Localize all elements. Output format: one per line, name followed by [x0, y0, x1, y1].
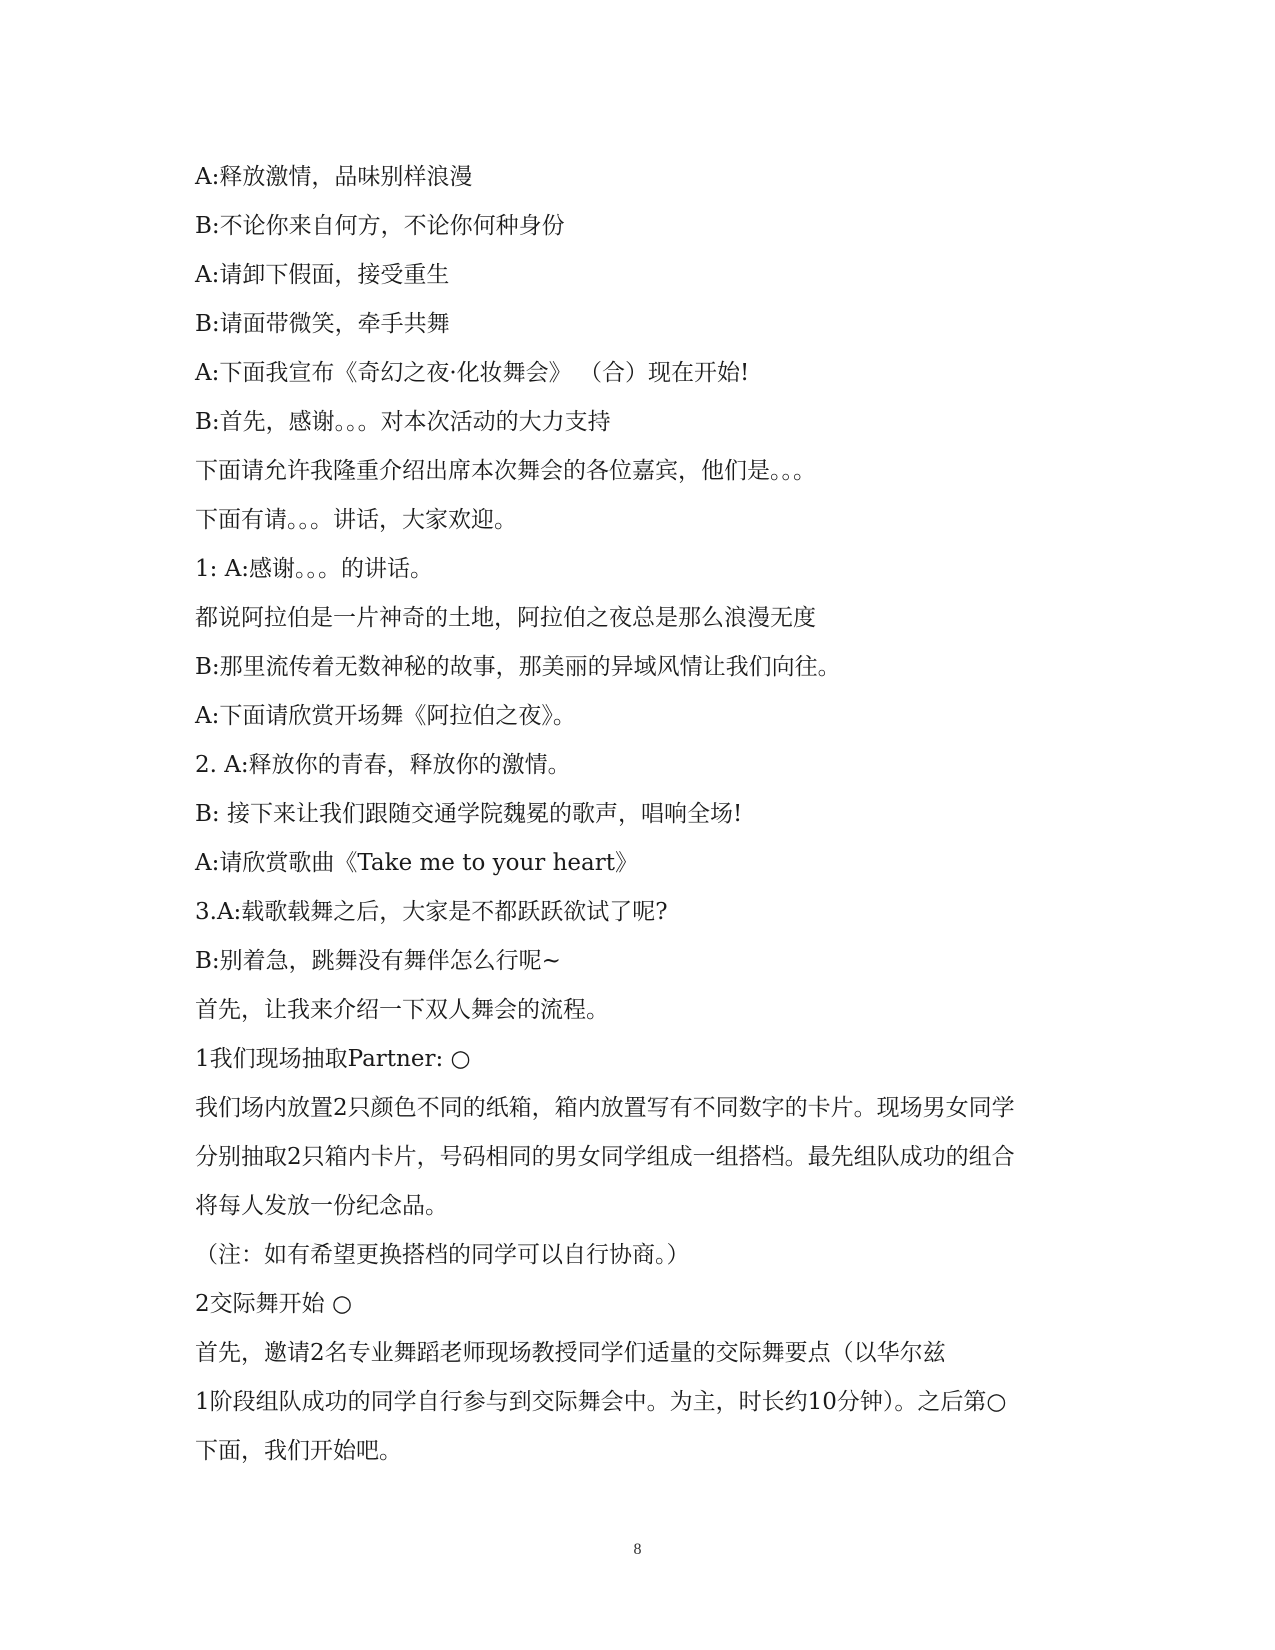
text-line: B:不论你来自何方，不论你何种身份: [195, 213, 565, 239]
text-line: B:别着急，跳舞没有舞伴怎么行呢~: [195, 948, 561, 974]
text-line: 1阶段组队成功的同学自行参与到交际舞会中。为主，时长约10分钟）。之后第○: [195, 1389, 1007, 1415]
text-line: A:下面我宣布《奇幻之夜·化妆舞会》 （合）现在开始!: [195, 360, 750, 386]
text-line: 都说阿拉伯是一片神奇的土地，阿拉伯之夜总是那么浪漫无度: [195, 605, 816, 631]
text-line: A:请卸下假面，接受重生: [195, 262, 450, 288]
text-line: 1我们现场抽取Partner: ○: [195, 1046, 471, 1072]
text-line: 下面请允许我隆重介绍出席本次舞会的各位嘉宾，他们是。。。: [195, 458, 816, 484]
text-line: 下面有请。。。讲话，大家欢迎。: [195, 507, 517, 533]
text-line: 我们场内放置2只颜色不同的纸箱，箱内放置写有不同数字的卡片。现场男女同学: [195, 1095, 1015, 1121]
text-line: 首先，邀请2名专业舞蹈老师现场教授同学们适量的交际舞要点（以华尔兹: [195, 1340, 946, 1366]
text-line: 1: A:感谢。。。的讲话。: [195, 556, 434, 582]
text-line: A:请欣赏歌曲《Take me to your heart》: [195, 850, 638, 876]
text-line: 下面，我们开始吧。: [195, 1438, 402, 1464]
text-line: 2交际舞开始 ○: [195, 1291, 353, 1317]
text-line: 3.A:载歌载舞之后，大家是不都跃跃欲试了呢?: [195, 899, 668, 925]
text-line: B:首先，感谢。。。对本次活动的大力支持: [195, 409, 611, 435]
text-line: 将每人发放一份纪念品。: [195, 1193, 448, 1219]
text-line: A:释放激情，品味别样浪漫: [195, 164, 473, 190]
text-line: B:那里流传着无数神秘的故事，那美丽的异域风情让我们向往。: [195, 654, 841, 680]
text-line: 2. A:释放你的青春，释放你的激情。: [195, 752, 571, 778]
text-line: 首先，让我来介绍一下双人舞会的流程。: [195, 997, 609, 1023]
document-body: [195, 153, 1095, 1476]
text-line: B:请面带微笑，牵手共舞: [195, 311, 450, 337]
page-number: 8: [633, 1541, 642, 1558]
text-line: （注：如有希望更换搭档的同学可以自行协商。）: [195, 1242, 690, 1268]
text-line: 分别抽取2只箱内卡片，号码相同的男女同学组成一组搭档。最先组队成功的组合: [195, 1144, 1015, 1170]
text-line: B: 接下来让我们跟随交通学院魏冕的歌声，唱响全场!: [195, 801, 743, 827]
text-line: A:下面请欣赏开场舞《阿拉伯之夜》。: [195, 703, 576, 729]
